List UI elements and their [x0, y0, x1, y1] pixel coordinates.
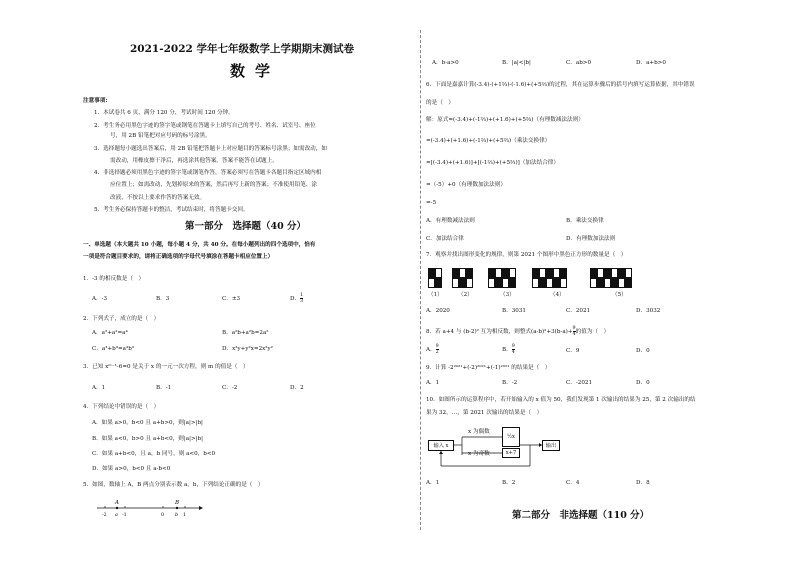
- point-a-label: A: [115, 500, 119, 506]
- q9-option-a: A．1: [426, 380, 440, 386]
- notice-item: 4．非选择题必须用黑色字迹的签字笔或钢笔作答，答案必须写在答题卡各题目指定区域内相: [94, 170, 322, 176]
- q10-stem: 10．如图所示的运算程序中，若开始输入的 x 值为 50，我们发现第 1 次输出的结果为 25，第 2 次输出的结: [426, 397, 696, 403]
- part1-instruction: 一项是符合题目要求的，请将正确选项的字母代号填涂在答题卡相应位置上）: [83, 254, 274, 260]
- pattern-label: （3）: [500, 292, 515, 298]
- pattern-label: （2）: [458, 292, 473, 298]
- q8-option-d: D．0: [636, 348, 650, 354]
- q6-step: 解：原式=(-3.4)+(-1⅔)+(+1.6)+(+5⅔)（有理数减法法则）: [426, 117, 584, 123]
- q10-stem-cont: 果为 32，…，第 2021 次输出的结果是（ ）: [426, 410, 543, 416]
- point-a: [116, 507, 118, 509]
- q4-option-c: C．如果 a+b<0，且 a，b 同号，则 a<0，b<0: [92, 451, 216, 457]
- q5-option-d: D．a+b>0: [636, 60, 666, 66]
- q6-option-c: C．加法结合律: [426, 236, 464, 242]
- q3-option-c: C．-2: [222, 385, 238, 391]
- q7-option-a: A．2020: [426, 308, 450, 314]
- point-b: [176, 507, 178, 509]
- notice-item: 5．考生务必保持答题卡的整洁，考试结束时，将答题卡交回。: [94, 207, 249, 213]
- q3-option-b: B．-1: [156, 385, 172, 391]
- q6-step: =[(-3.4)+(+1.6)]+[(-1⅔)+(+5⅔)]（加法结合律）: [426, 160, 559, 166]
- notice-item: 2．考生务必用黑色字迹的签字笔或钢笔在答题卡上填写自己的考号、姓名、试室号、座位: [94, 123, 316, 129]
- q1-stem: 1．-3 的相反数是（ ）: [83, 276, 145, 282]
- q6-option-d: D．有理数加法法则: [566, 236, 616, 242]
- axis-arrow: [199, 506, 203, 510]
- plus-seven-box: x+7: [502, 448, 520, 458]
- q5-stem: 5．如图，数轴上 A，B 两点分别表示数 a，b，下列结论正确的是（ ）: [83, 482, 264, 488]
- q1-fraction: $\frac{1}{3}$: [300, 293, 304, 304]
- q8-option-a: A． $\frac{9}{2}$: [426, 344, 439, 355]
- black-square: [428, 268, 435, 278]
- q8-option-c: C．9: [566, 348, 580, 354]
- pattern-figure-3: [488, 268, 516, 288]
- q6-stem: 6．下面是嘉嘉计算(-3.4)-(+1⅔)-(-1.6)+(+5⅔)的过程，其在运算步骤后的括号内填写运算依据，其中错误: [426, 82, 695, 88]
- q1-option-b: B．3: [156, 296, 170, 302]
- tick-label-b: b: [175, 513, 179, 518]
- q6-option-a: A．有理数减法法则: [426, 218, 475, 224]
- q5-option-b: B．|a|<|b|: [502, 60, 531, 66]
- number-line-figure: [95, 496, 205, 520]
- notice-item: 3．选择题每小题选出答案后，用 2B 铅笔把答题卡上对应题目的答案标号涂黑；如需改动，如: [94, 146, 327, 152]
- tick-label: 1: [183, 513, 187, 518]
- q6-step: =（-5）+0（有理数加法法则）: [426, 182, 506, 188]
- q10-option-d: D．8: [636, 480, 650, 486]
- q4-option-d: D．如果 a>0，b<0 且 a-b<0: [92, 466, 171, 472]
- q6-step: =-5: [426, 200, 437, 206]
- notice-heading: 注意事项:: [83, 98, 108, 104]
- q1-option-d: D． $\frac{1}{3}$: [290, 293, 304, 304]
- q9-option-d: D．0: [636, 380, 650, 386]
- q1-option-a: A．-3: [92, 296, 108, 302]
- white-square: [435, 268, 442, 278]
- notice-item: 1．本试卷共 6 页，满分 120 分，考试时间 120 分钟。: [94, 110, 234, 116]
- notice-item: 改液，不按以上要求作答的答案无效。: [110, 195, 206, 201]
- part1-heading: 第一部分 选择题（40 分）: [185, 221, 307, 232]
- q10-option-c: C．4: [566, 480, 580, 486]
- notice-item: 号，用 2B 铅笔把对应号码的标号涂黑。: [110, 133, 211, 139]
- q5-option-c: C．ab>0: [566, 60, 592, 66]
- flowchart-arrows: [420, 424, 570, 474]
- odd-label: x 为奇数: [468, 451, 490, 457]
- part2-heading: 第二部分 非选择题（110 分）: [512, 510, 650, 521]
- q8-option-b: B． $\frac{9}{4}$: [502, 344, 515, 355]
- point-b-label: B: [175, 500, 180, 506]
- q2-stem: 2．下列式子，成立的是（ ）: [83, 316, 160, 322]
- tick-label-a: a: [115, 513, 118, 518]
- q9-stem: 9．计算 -2²⁰²¹+(-2)²⁰²¹+(-1)²⁰²¹ 的结果是（ ）: [426, 365, 551, 371]
- q10-option-a: A．1: [426, 480, 440, 486]
- pattern-figure-1: [428, 268, 442, 288]
- q9-option-c: C．-2021: [566, 380, 592, 386]
- q1-option-c: C．±3: [222, 296, 241, 302]
- pattern-figure-4: [532, 268, 567, 288]
- q6-option-b: B．乘法交换律: [566, 218, 604, 224]
- q8-fraction: $\frac{9}{4}$: [572, 326, 576, 337]
- q6-step: =(-3.4)+(+1.6)+(-1⅔)+(+5⅔)（乘法交换律）: [426, 138, 551, 144]
- q4-option-a: A．如果 a>0，b<0 且 a+b>0，则|a|>|b|: [92, 420, 203, 426]
- q7-stem: 7．观察并找出图形变化的规律，则第 2021 个图形中黑色正方形的数量是（ ）: [426, 252, 627, 258]
- pattern-label: （1）: [428, 292, 443, 298]
- q2-option-d: D．x²y+y²x=2x²y²: [222, 346, 273, 352]
- tick-label: -1: [122, 513, 127, 518]
- q3-option-a: A．1: [92, 385, 106, 391]
- q2-option-b: B．a²b+a²b=2a²: [222, 330, 269, 336]
- q5-option-a: A．b-a>0: [432, 60, 459, 66]
- pattern-label: （5）: [612, 292, 627, 298]
- q3-stem: 3．已知 xᵐ⁻¹-6=0 是关于 x 的一元一次方程，则 m 的值是（ ）: [83, 364, 249, 370]
- subject-title: 数学: [230, 62, 281, 80]
- q2-option-c: C．a³+b³=a³b³: [92, 346, 135, 352]
- q7-option-c: C．2021: [566, 308, 591, 314]
- q9-option-b: B．-2: [502, 380, 518, 386]
- black-square: [435, 278, 442, 288]
- tick-label: -2: [102, 513, 107, 518]
- q7-option-b: B．3031: [502, 308, 526, 314]
- part1-instruction: 一、单选题（本大题共 10 小题，每小题 4 分，共 40 分。在每小题列出的四个选项中，恰有: [83, 242, 316, 248]
- output-box: 输出: [542, 440, 560, 451]
- pattern-figure-2: [452, 268, 473, 288]
- q4-option-b: B．如果 a<0，b>0 且 a+b<0，则|a|>|b|: [92, 436, 203, 442]
- notice-item: 需改动，用橡皮擦干净后，再选涂其他答案，答案不能答在试题上。: [110, 158, 278, 164]
- exam-title: 2021-2022 学年七年级数学上学期期末测试卷: [130, 43, 354, 55]
- even-label: x 为偶数: [468, 429, 490, 435]
- pattern-label: （4）: [550, 292, 565, 298]
- q4-stem: 4．下列结论中错误的是（ ）: [83, 404, 160, 410]
- right-column: [420, 0, 794, 562]
- notice-item: 应位置上；如需改动，先划掉原来的答案，然后再写上新的答案；不准使用铅笔、涂: [110, 182, 317, 188]
- q6-stem-cont: 的是（ ）: [426, 100, 454, 106]
- pattern-figure-5: [590, 268, 632, 288]
- input-box: 输入 x: [428, 440, 454, 451]
- tick-label: 0: [161, 513, 165, 518]
- q10-option-b: B．2: [502, 480, 516, 486]
- q8-stem: 8．若 a+4 与 (b-2)² 互为相反数，则整式(a-b)²+3(b-a)+ $\frac{9}{4}$ 的值为（ ）: [426, 326, 610, 337]
- white-square: [428, 278, 435, 288]
- q3-option-d: D．2: [290, 385, 304, 391]
- q7-option-d: D．3032: [636, 308, 661, 314]
- q2-option-a: A．a²+a²=a⁴: [92, 330, 128, 336]
- half-box: ½x: [502, 427, 520, 447]
